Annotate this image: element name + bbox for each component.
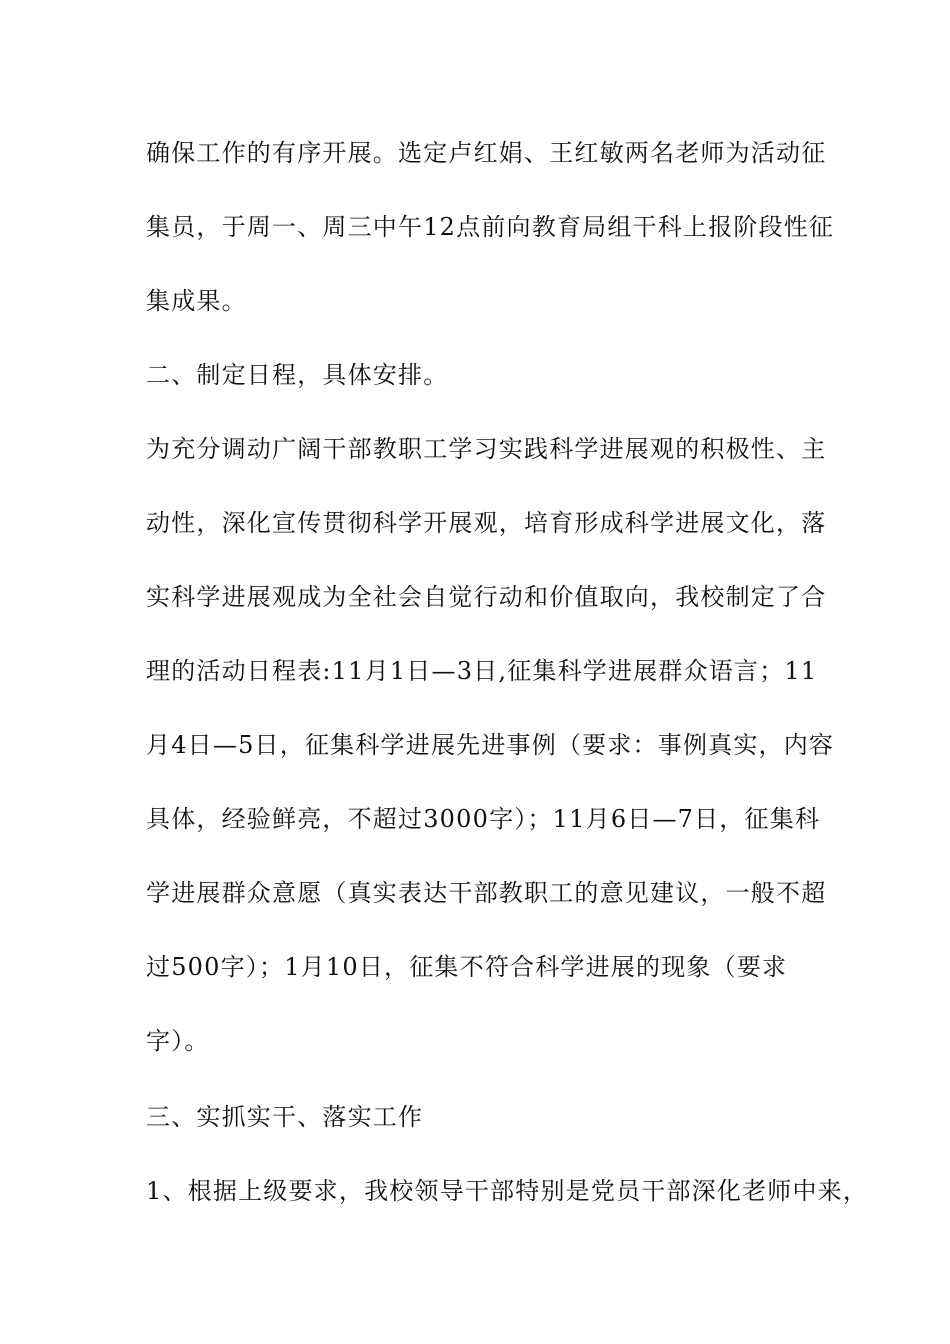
paragraph-line: 月4日—5日，征集科学进展先进事例（要求：事例真实，内容 [146,731,835,759]
paragraph-line: 实科学进展观成为全社会自觉行动和价值取向，我校制定了合 [146,583,827,611]
section-heading-2: 二、制定日程，具体安排。 [146,361,449,389]
paragraph-line: 确保工作的有序开展。选定卢红娟、王红敏两名老师为活动征 [146,139,827,167]
paragraph-line: 集员，于周一、周三中午12点前向教育局组干科上报阶段性征 [146,213,835,241]
paragraph-line: 过500字）；1月10日，征集不符合科学进展的现象（要求 [146,953,788,981]
paragraph-line: 动性，深化宣传贯彻科学开展观，培育形成科学进展文化，落 [146,509,827,537]
section-heading-3: 三、实抓实干、落实工作 [146,1103,424,1131]
paragraph-line: 字）。 [146,1027,210,1055]
paragraph-line: 学进展群众意愿（真实表达干部教职工的意见建议，一般不超 [146,879,827,907]
paragraph-line: 具体，经验鲜亮，不超过3000字）；11月6日—7日，征集科 [146,805,821,833]
paragraph-line: 1、根据上级要求，我校领导干部特别是党员干部深化老师中来， [146,1177,869,1205]
paragraph-line: 理的活动日程表:11月1日—3日,征集科学进展群众语言；11 [146,657,818,685]
paragraph-line: 为充分调动广阔干部教职工学习实践科学进展观的积极性、主 [146,435,827,463]
paragraph-line: 集成果。 [146,287,247,315]
